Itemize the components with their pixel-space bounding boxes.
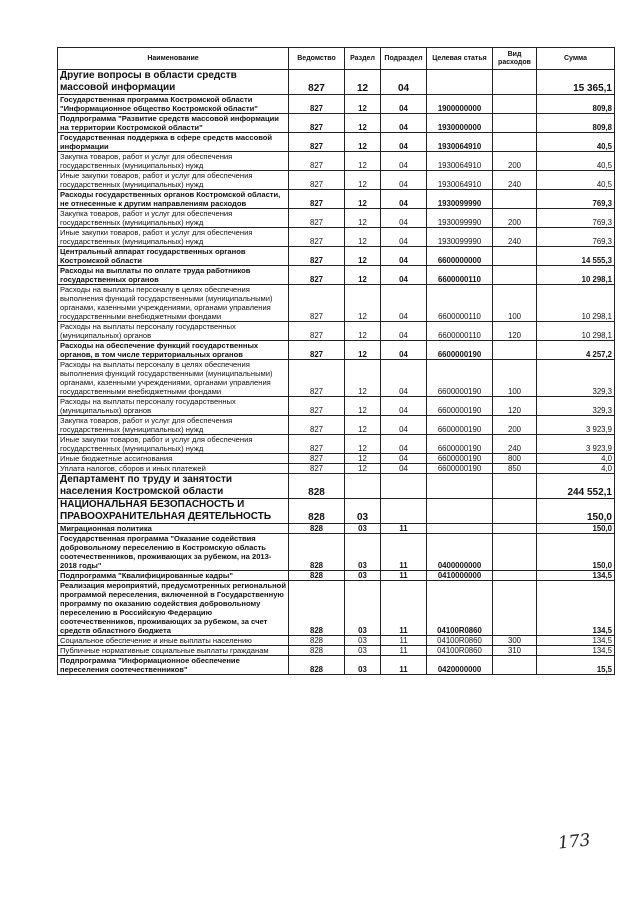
- cell-sum: 3 923,9: [537, 416, 615, 435]
- cell-section: 03: [345, 571, 381, 581]
- cell-expense-type: 120: [493, 322, 537, 341]
- cell-target-article: 6600000000: [427, 247, 493, 266]
- cell-department: 827: [289, 397, 345, 416]
- cell-department: 828: [289, 534, 345, 571]
- cell-subsection: 04: [381, 397, 427, 416]
- cell-expense-type: [493, 190, 537, 209]
- col-header-department: Ведомство: [289, 48, 345, 70]
- cell-target-article: 1930099990: [427, 209, 493, 228]
- cell-department: 828: [289, 499, 345, 524]
- cell-section: 12: [345, 464, 381, 474]
- cell-expense-type: 310: [493, 646, 537, 656]
- cell-expense-type: [493, 95, 537, 114]
- cell-department: 827: [289, 95, 345, 114]
- table-row: [58, 646, 615, 656]
- cell-department: 827: [289, 454, 345, 464]
- cell-target-article: 0410000000: [427, 571, 493, 581]
- cell-sum: 134,5: [537, 636, 615, 646]
- cell-target-article: 6600000110: [427, 322, 493, 341]
- cell-expense-type: 240: [493, 435, 537, 454]
- cell-subsection: 04: [381, 322, 427, 341]
- cell-sum: 134,5: [537, 646, 615, 656]
- cell-sum: 769,3: [537, 209, 615, 228]
- table-row: [58, 209, 615, 228]
- cell-expense-type: 120: [493, 397, 537, 416]
- cell-department: 827: [289, 70, 345, 95]
- cell-sum: 809,8: [537, 95, 615, 114]
- cell-subsection: 04: [381, 454, 427, 464]
- cell-name: Подпрограмма "Квалифицированные кадры": [58, 571, 289, 581]
- table-row: [58, 341, 615, 360]
- cell-sum: 150,0: [537, 534, 615, 571]
- cell-name: Закупка товаров, работ и услуг для обеспечения государственных (муниципальных) нужд: [58, 209, 289, 228]
- cell-sum: 3 923,9: [537, 435, 615, 454]
- cell-expense-type: [493, 474, 537, 499]
- cell-department: 828: [289, 636, 345, 646]
- cell-sum: 150,0: [537, 499, 615, 524]
- cell-target-article: 6600000110: [427, 285, 493, 322]
- cell-target-article: 1930064910: [427, 152, 493, 171]
- cell-subsection: 04: [381, 341, 427, 360]
- cell-expense-type: [493, 247, 537, 266]
- cell-sum: 15 365,1: [537, 70, 615, 95]
- cell-name: Центральный аппарат государственных органов Костромской области: [58, 247, 289, 266]
- cell-expense-type: 300: [493, 636, 537, 646]
- table-row: [58, 464, 615, 474]
- cell-expense-type: [493, 581, 537, 636]
- cell-subsection: 04: [381, 360, 427, 397]
- table-row: [58, 581, 615, 636]
- cell-subsection: 04: [381, 209, 427, 228]
- col-header-section: Раздел: [345, 48, 381, 70]
- cell-expense-type: [493, 524, 537, 534]
- cell-name: Расходы государственных органов Костромской области, не отнесенные к другим направлениям расходов: [58, 190, 289, 209]
- cell-department: 828: [289, 646, 345, 656]
- table-row: [58, 499, 615, 524]
- cell-target-article: 1930000000: [427, 114, 493, 133]
- cell-section: 12: [345, 416, 381, 435]
- col-header-subsection: Подраздел: [381, 48, 427, 70]
- cell-target-article: 1900000000: [427, 95, 493, 114]
- cell-expense-type: [493, 656, 537, 675]
- cell-section: 03: [345, 499, 381, 524]
- cell-section: 12: [345, 190, 381, 209]
- cell-expense-type: 200: [493, 416, 537, 435]
- cell-department: 827: [289, 171, 345, 190]
- cell-department: 827: [289, 133, 345, 152]
- table-row: [58, 416, 615, 435]
- table-row: [58, 70, 615, 95]
- cell-subsection: 04: [381, 171, 427, 190]
- cell-target-article: 1930099990: [427, 228, 493, 247]
- cell-expense-type: [493, 114, 537, 133]
- cell-subsection: 11: [381, 534, 427, 571]
- cell-target-article: 1930099990: [427, 190, 493, 209]
- budget-table: [57, 47, 615, 675]
- table-body: [58, 70, 615, 675]
- cell-expense-type: 850: [493, 464, 537, 474]
- cell-subsection: 04: [381, 133, 427, 152]
- cell-expense-type: [493, 70, 537, 95]
- cell-target-article: 1930064910: [427, 133, 493, 152]
- table-row: [58, 534, 615, 571]
- cell-target-article: 6600000190: [427, 397, 493, 416]
- cell-section: 12: [345, 397, 381, 416]
- cell-department: 827: [289, 190, 345, 209]
- cell-subsection: 04: [381, 247, 427, 266]
- cell-section: 03: [345, 534, 381, 571]
- cell-name: Социальное обеспечение и иные выплаты населению: [58, 636, 289, 646]
- cell-name: Закупка товаров, работ и услуг для обеспечения государственных (муниципальных) нужд: [58, 152, 289, 171]
- cell-expense-type: [493, 266, 537, 285]
- table-row: [58, 266, 615, 285]
- cell-section: 03: [345, 656, 381, 675]
- cell-sum: 134,5: [537, 581, 615, 636]
- cell-department: 827: [289, 152, 345, 171]
- table-row: [58, 524, 615, 534]
- cell-sum: 10 298,1: [537, 322, 615, 341]
- cell-section: 03: [345, 524, 381, 534]
- cell-expense-type: [493, 571, 537, 581]
- cell-sum: 10 298,1: [537, 266, 615, 285]
- cell-target-article: 6600000190: [427, 435, 493, 454]
- table-row: [58, 152, 615, 171]
- cell-name: Реализация мероприятий, предусмотренных региональной программой переселения, включенной в Государственную программу по оказанию содействия добровольному переселению в Российскую Федерацию соотечественников, проживающих за рубежом, за счет средств областного бюджета: [58, 581, 289, 636]
- cell-name: Расходы на выплаты персоналу государственных (муниципальных) органов: [58, 322, 289, 341]
- cell-department: 827: [289, 416, 345, 435]
- cell-section: 12: [345, 95, 381, 114]
- cell-section: 12: [345, 152, 381, 171]
- col-header-name: Наименование: [58, 48, 289, 70]
- cell-sum: 15,5: [537, 656, 615, 675]
- cell-department: 827: [289, 464, 345, 474]
- cell-sum: 40,5: [537, 171, 615, 190]
- cell-subsection: 04: [381, 70, 427, 95]
- cell-section: [345, 474, 381, 499]
- cell-section: 12: [345, 70, 381, 95]
- cell-expense-type: 100: [493, 360, 537, 397]
- cell-name: Другие вопросы в области средств массовой информации: [58, 70, 289, 95]
- cell-section: 12: [345, 133, 381, 152]
- cell-subsection: 04: [381, 228, 427, 247]
- cell-name: НАЦИОНАЛЬНАЯ БЕЗОПАСНОСТЬ И ПРАВООХРАНИТЕЛЬНАЯ ДЕЯТЕЛЬНОСТЬ: [58, 499, 289, 524]
- table-row: [58, 322, 615, 341]
- cell-section: 12: [345, 341, 381, 360]
- table-row: [58, 133, 615, 152]
- cell-department: 828: [289, 524, 345, 534]
- cell-name: Уплата налогов, сборов и иных платежей: [58, 464, 289, 474]
- col-header-sum: Сумма: [537, 48, 615, 70]
- cell-subsection: 11: [381, 656, 427, 675]
- cell-target-article: 6600000190: [427, 464, 493, 474]
- cell-subsection: 11: [381, 581, 427, 636]
- cell-target-article: [427, 499, 493, 524]
- cell-department: 827: [289, 114, 345, 133]
- cell-expense-type: 800: [493, 454, 537, 464]
- cell-sum: 244 552,1: [537, 474, 615, 499]
- cell-department: 827: [289, 247, 345, 266]
- cell-expense-type: 200: [493, 209, 537, 228]
- cell-name: Государственная поддержка в сфере средств массовой информации: [58, 133, 289, 152]
- cell-department: 828: [289, 474, 345, 499]
- cell-section: 12: [345, 171, 381, 190]
- cell-subsection: 04: [381, 190, 427, 209]
- cell-name: Подпрограмма "Информационное обеспечение переселения соотечественников": [58, 656, 289, 675]
- cell-sum: 329,3: [537, 397, 615, 416]
- cell-sum: 40,5: [537, 152, 615, 171]
- cell-target-article: 1930064910: [427, 171, 493, 190]
- cell-name: Расходы на обеспечение функций государственных органов, в том числе территориальных органов: [58, 341, 289, 360]
- cell-subsection: 04: [381, 416, 427, 435]
- table-row: [58, 285, 615, 322]
- col-header-expense-type: Вид расходов: [493, 48, 537, 70]
- cell-expense-type: 240: [493, 228, 537, 247]
- cell-target-article: [427, 474, 493, 499]
- table-row: [58, 95, 615, 114]
- cell-sum: 4 257,2: [537, 341, 615, 360]
- cell-sum: 4,0: [537, 464, 615, 474]
- table-row: [58, 397, 615, 416]
- cell-target-article: 04100R0860: [427, 646, 493, 656]
- table-row: [58, 228, 615, 247]
- cell-section: 12: [345, 114, 381, 133]
- cell-expense-type: [493, 133, 537, 152]
- cell-section: 03: [345, 636, 381, 646]
- cell-sum: 10 298,1: [537, 285, 615, 322]
- cell-target-article: 6600000190: [427, 454, 493, 464]
- cell-section: 12: [345, 322, 381, 341]
- cell-subsection: [381, 474, 427, 499]
- cell-department: 828: [289, 656, 345, 675]
- cell-target-article: [427, 524, 493, 534]
- cell-section: 12: [345, 228, 381, 247]
- cell-subsection: 04: [381, 152, 427, 171]
- cell-subsection: 04: [381, 285, 427, 322]
- cell-sum: 769,3: [537, 190, 615, 209]
- cell-sum: 40,5: [537, 133, 615, 152]
- cell-expense-type: 100: [493, 285, 537, 322]
- cell-name: Иные бюджетные ассигнования: [58, 454, 289, 464]
- table-row: [58, 247, 615, 266]
- cell-name: Публичные нормативные социальные выплаты гражданам: [58, 646, 289, 656]
- cell-section: 12: [345, 360, 381, 397]
- cell-section: 12: [345, 435, 381, 454]
- cell-name: Миграционная политика: [58, 524, 289, 534]
- cell-section: 12: [345, 454, 381, 464]
- cell-target-article: 6600000190: [427, 341, 493, 360]
- cell-name: Департамент по труду и занятости населения Костромской области: [58, 474, 289, 499]
- cell-department: 827: [289, 435, 345, 454]
- cell-department: 827: [289, 322, 345, 341]
- col-header-target-article: Целевая статья: [427, 48, 493, 70]
- table-row: [58, 656, 615, 675]
- cell-expense-type: [493, 499, 537, 524]
- table-row: [58, 114, 615, 133]
- cell-name: Иные закупки товаров, работ и услуг для обеспечения государственных (муниципальных) нужд: [58, 435, 289, 454]
- table-row: [58, 454, 615, 464]
- cell-name: Государственная программа Костромской области "Информационное общество Костромской области": [58, 95, 289, 114]
- cell-section: 03: [345, 581, 381, 636]
- cell-name: Закупка товаров, работ и услуг для обеспечения государственных (муниципальных) нужд: [58, 416, 289, 435]
- cell-name: Государственная программа "Оказание содействия добровольному переселению в Костромскую область соотечественников, проживающих за рубежом, на 2013-2018 годы": [58, 534, 289, 571]
- cell-subsection: 04: [381, 435, 427, 454]
- cell-expense-type: [493, 534, 537, 571]
- cell-sum: 809,8: [537, 114, 615, 133]
- cell-section: 12: [345, 266, 381, 285]
- cell-sum: 329,3: [537, 360, 615, 397]
- cell-target-article: 04100R0860: [427, 581, 493, 636]
- table-row: [58, 435, 615, 454]
- cell-expense-type: [493, 341, 537, 360]
- cell-target-article: 0420000000: [427, 656, 493, 675]
- cell-subsection: 04: [381, 114, 427, 133]
- cell-sum: 14 555,3: [537, 247, 615, 266]
- cell-sum: 4,0: [537, 454, 615, 464]
- table-row: [58, 636, 615, 646]
- cell-department: 827: [289, 360, 345, 397]
- cell-subsection: 04: [381, 464, 427, 474]
- cell-name: Расходы на выплаты персоналу в целях обеспечения выполнения функций государственными (муниципальными) органами, казенными учреждениями, органами управления государственными внебюджетными фондами: [58, 360, 289, 397]
- cell-target-article: 6600000190: [427, 416, 493, 435]
- cell-section: 03: [345, 646, 381, 656]
- cell-name: Иные закупки товаров, работ и услуг для обеспечения государственных (муниципальных) нужд: [58, 171, 289, 190]
- cell-sum: 769,3: [537, 228, 615, 247]
- cell-subsection: 11: [381, 636, 427, 646]
- cell-sum: 134,5: [537, 571, 615, 581]
- cell-name: Иные закупки товаров, работ и услуг для обеспечения государственных (муниципальных) нужд: [58, 228, 289, 247]
- cell-subsection: [381, 499, 427, 524]
- cell-name: Расходы на выплаты по оплате труда работников государственных органов: [58, 266, 289, 285]
- page-number: 173: [557, 830, 592, 854]
- cell-subsection: 11: [381, 646, 427, 656]
- cell-subsection: 11: [381, 524, 427, 534]
- cell-sum: 150,0: [537, 524, 615, 534]
- cell-subsection: 04: [381, 266, 427, 285]
- cell-department: 827: [289, 341, 345, 360]
- cell-section: 12: [345, 285, 381, 322]
- cell-department: 827: [289, 228, 345, 247]
- cell-department: 827: [289, 285, 345, 322]
- cell-target-article: 6600000190: [427, 360, 493, 397]
- cell-target-article: 6600000110: [427, 266, 493, 285]
- table-row: [58, 360, 615, 397]
- table-row: [58, 190, 615, 209]
- cell-subsection: 11: [381, 571, 427, 581]
- cell-target-article: 0400000000: [427, 534, 493, 571]
- table-row: [58, 171, 615, 190]
- cell-department: 827: [289, 209, 345, 228]
- cell-subsection: 04: [381, 95, 427, 114]
- table-header-row: [58, 48, 615, 70]
- cell-target-article: [427, 70, 493, 95]
- cell-section: 12: [345, 209, 381, 228]
- cell-name: Расходы на выплаты персоналу в целях обеспечения выполнения функций государственными (муниципальными) органами, казенными учреждениями, органами управления государственными внебюджетными фондами: [58, 285, 289, 322]
- table-row: [58, 571, 615, 581]
- cell-name: Подпрограмма "Развитие средств массовой информации на территории Костромской области": [58, 114, 289, 133]
- cell-expense-type: 200: [493, 152, 537, 171]
- table-row: [58, 474, 615, 499]
- cell-section: 12: [345, 247, 381, 266]
- cell-department: 828: [289, 571, 345, 581]
- cell-department: 827: [289, 266, 345, 285]
- cell-target-article: 04100R0860: [427, 636, 493, 646]
- cell-department: 828: [289, 581, 345, 636]
- cell-expense-type: 240: [493, 171, 537, 190]
- cell-name: Расходы на выплаты персоналу государственных (муниципальных) органов: [58, 397, 289, 416]
